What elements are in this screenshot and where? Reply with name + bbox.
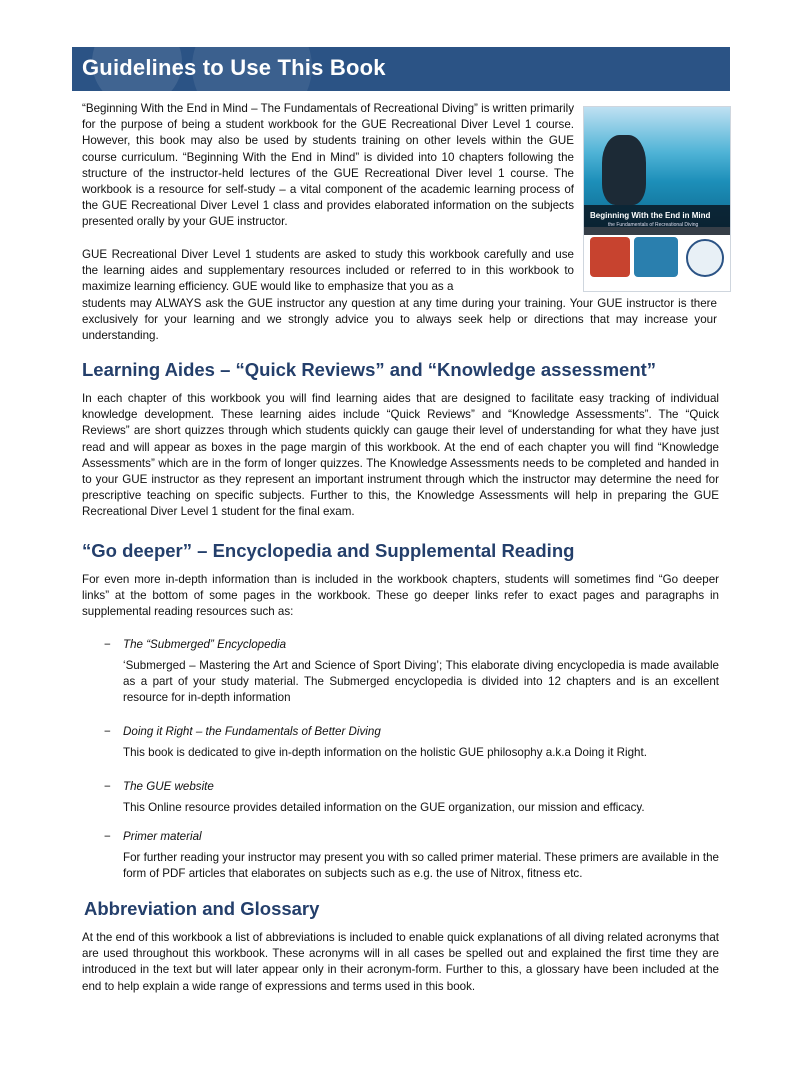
go-deeper-paragraph: For even more in-depth information than is included in the workbook chapters, students will sometimes find “Go deeper links” at the bottom of some pages in the workbook. These go deeper links refer to exact pages and paragraphs in supplemental reading resources such as: — [82, 573, 719, 619]
learning-aides-paragraph: In each chapter of this workbook you will find learning aides that are designed to facilitate easy tracking of individual knowledge development. These learning aides include “Quick Reviews” and “Knowledge Assessments”. The “Quick Reviews” are short quizzes through which students quickly can gauge their level of understanding for what they have just read and will appear as boxes in the page margin of this workbook. At the end of each chapter you will find “Knowledge Assessments” which are in the form of longer quizzes. The Knowledge Assessments needs to be completed and handed in to your GUE instructor as they represent an important instrument through which the instructor may determine the need for prescriptive teaching on specific subjects. Further to this, the Knowledge Assessments will help in preparing the GUE Recreational Diver Level 1 student for the final exam. — [82, 392, 719, 519]
bullet-title-primer-material: Primer material — [123, 830, 202, 843]
page-title: Guidelines to Use This Book — [82, 55, 386, 80]
cover-diver-figure — [602, 135, 646, 205]
cover-thumbnail-diver — [590, 237, 630, 277]
cover-thumbnail-underwater — [634, 237, 678, 277]
bullet-dash: − — [104, 830, 111, 843]
section-heading-go-deeper: “Go deeper” – Encyclopedia and Supplemental Reading — [82, 540, 575, 561]
section-heading-learning-aides: Learning Aides – “Quick Reviews” and “Knowledge assessment” — [82, 359, 657, 380]
cover-title: Beginning With the End in Mind — [590, 211, 711, 220]
bullet-dash: − — [104, 780, 111, 793]
bullet-title-gue-website: The GUE website — [123, 780, 214, 793]
bullet-desc-primer-material: For further reading your instructor may present you with so called primer material. These primers are available in the form of PDF articles that elaborates on subjects such as e.g. the use of Nitrox, fitness etc. — [123, 851, 719, 881]
intro-paragraph-2a: GUE Recreational Diver Level 1 students are asked to study this workbook carefully and use the learning aides and supplementary resources included or referred to in this workbook to maximize learning efficiency. GUE would like to emphasize that you as a — [82, 248, 574, 294]
cover-logo-icon — [686, 239, 724, 277]
bullet-desc-gue-website: This Online resource provides detailed information on the GUE organization, our mission and efficacy. — [123, 801, 645, 814]
book-cover-image — [583, 106, 731, 292]
title-banner — [72, 47, 730, 91]
bullet-title-submerged: The “Submerged” Encyclopedia — [123, 638, 287, 651]
section-heading-abbreviation-glossary: Abbreviation and Glossary — [84, 898, 320, 919]
bullet-desc-doing-it-right: This book is dedicated to give in-depth information on the holistic GUE philosophy a.k.a Doing it Right. — [123, 746, 647, 759]
intro-paragraph-1: “Beginning With the End in Mind – The Fundamentals of Recreational Diving” is written primarily for the purpose of being a student workbook for the GUE Recreational Diver Level 1 course. However, this book may also be used by students training on other levels within the GUE course curriculum. “Beginning With the End in Mind” is divided into 10 chapters following the structure of the instructor-held lectures of the GUE Recreational Diver level 1 course. The workbook is a resource for self-study – a vital component of the academic learning process of the GUE Recreational Diver Level 1 class and provides elaborated information on the subjects presented orally by your GUE instructor. — [82, 102, 574, 229]
cover-subtitle: the Fundamentals of Recreational Diving — [608, 222, 699, 228]
intro-paragraph-2b: students may ALWAYS ask the GUE instructor any question at any time during your training. Your GUE instructor is there exclusively for your learning and we strongly advice you to always seek help or directions that may increase your understanding. — [82, 297, 717, 343]
bullet-title-doing-it-right: Doing it Right – the Fundamentals of Better Diving — [123, 725, 381, 738]
cover-title-band — [584, 205, 730, 235]
glossary-paragraph: At the end of this workbook a list of abbreviations is included to enable quick explanations of all diving related acronyms that are used throughout this workbook. These acronyms will in all cases be spelled out and explained the first time they are introduced in the text but will later appear only in their acronym-form. Further to this, a glossary have been included at the end to help explain a wide range of expressions and terms used in this book. — [82, 931, 719, 993]
bullet-desc-submerged: ‘Submerged – Mastering the Art and Science of Sport Diving’; This elaborate diving encyclopedia is made available as a part of your study material. The Submerged encyclopedia is divided into 12 chapters and is an excellent resource for in-depth information — [123, 659, 719, 705]
bullet-dash: − — [104, 725, 111, 738]
bullet-dash: − — [104, 638, 111, 651]
